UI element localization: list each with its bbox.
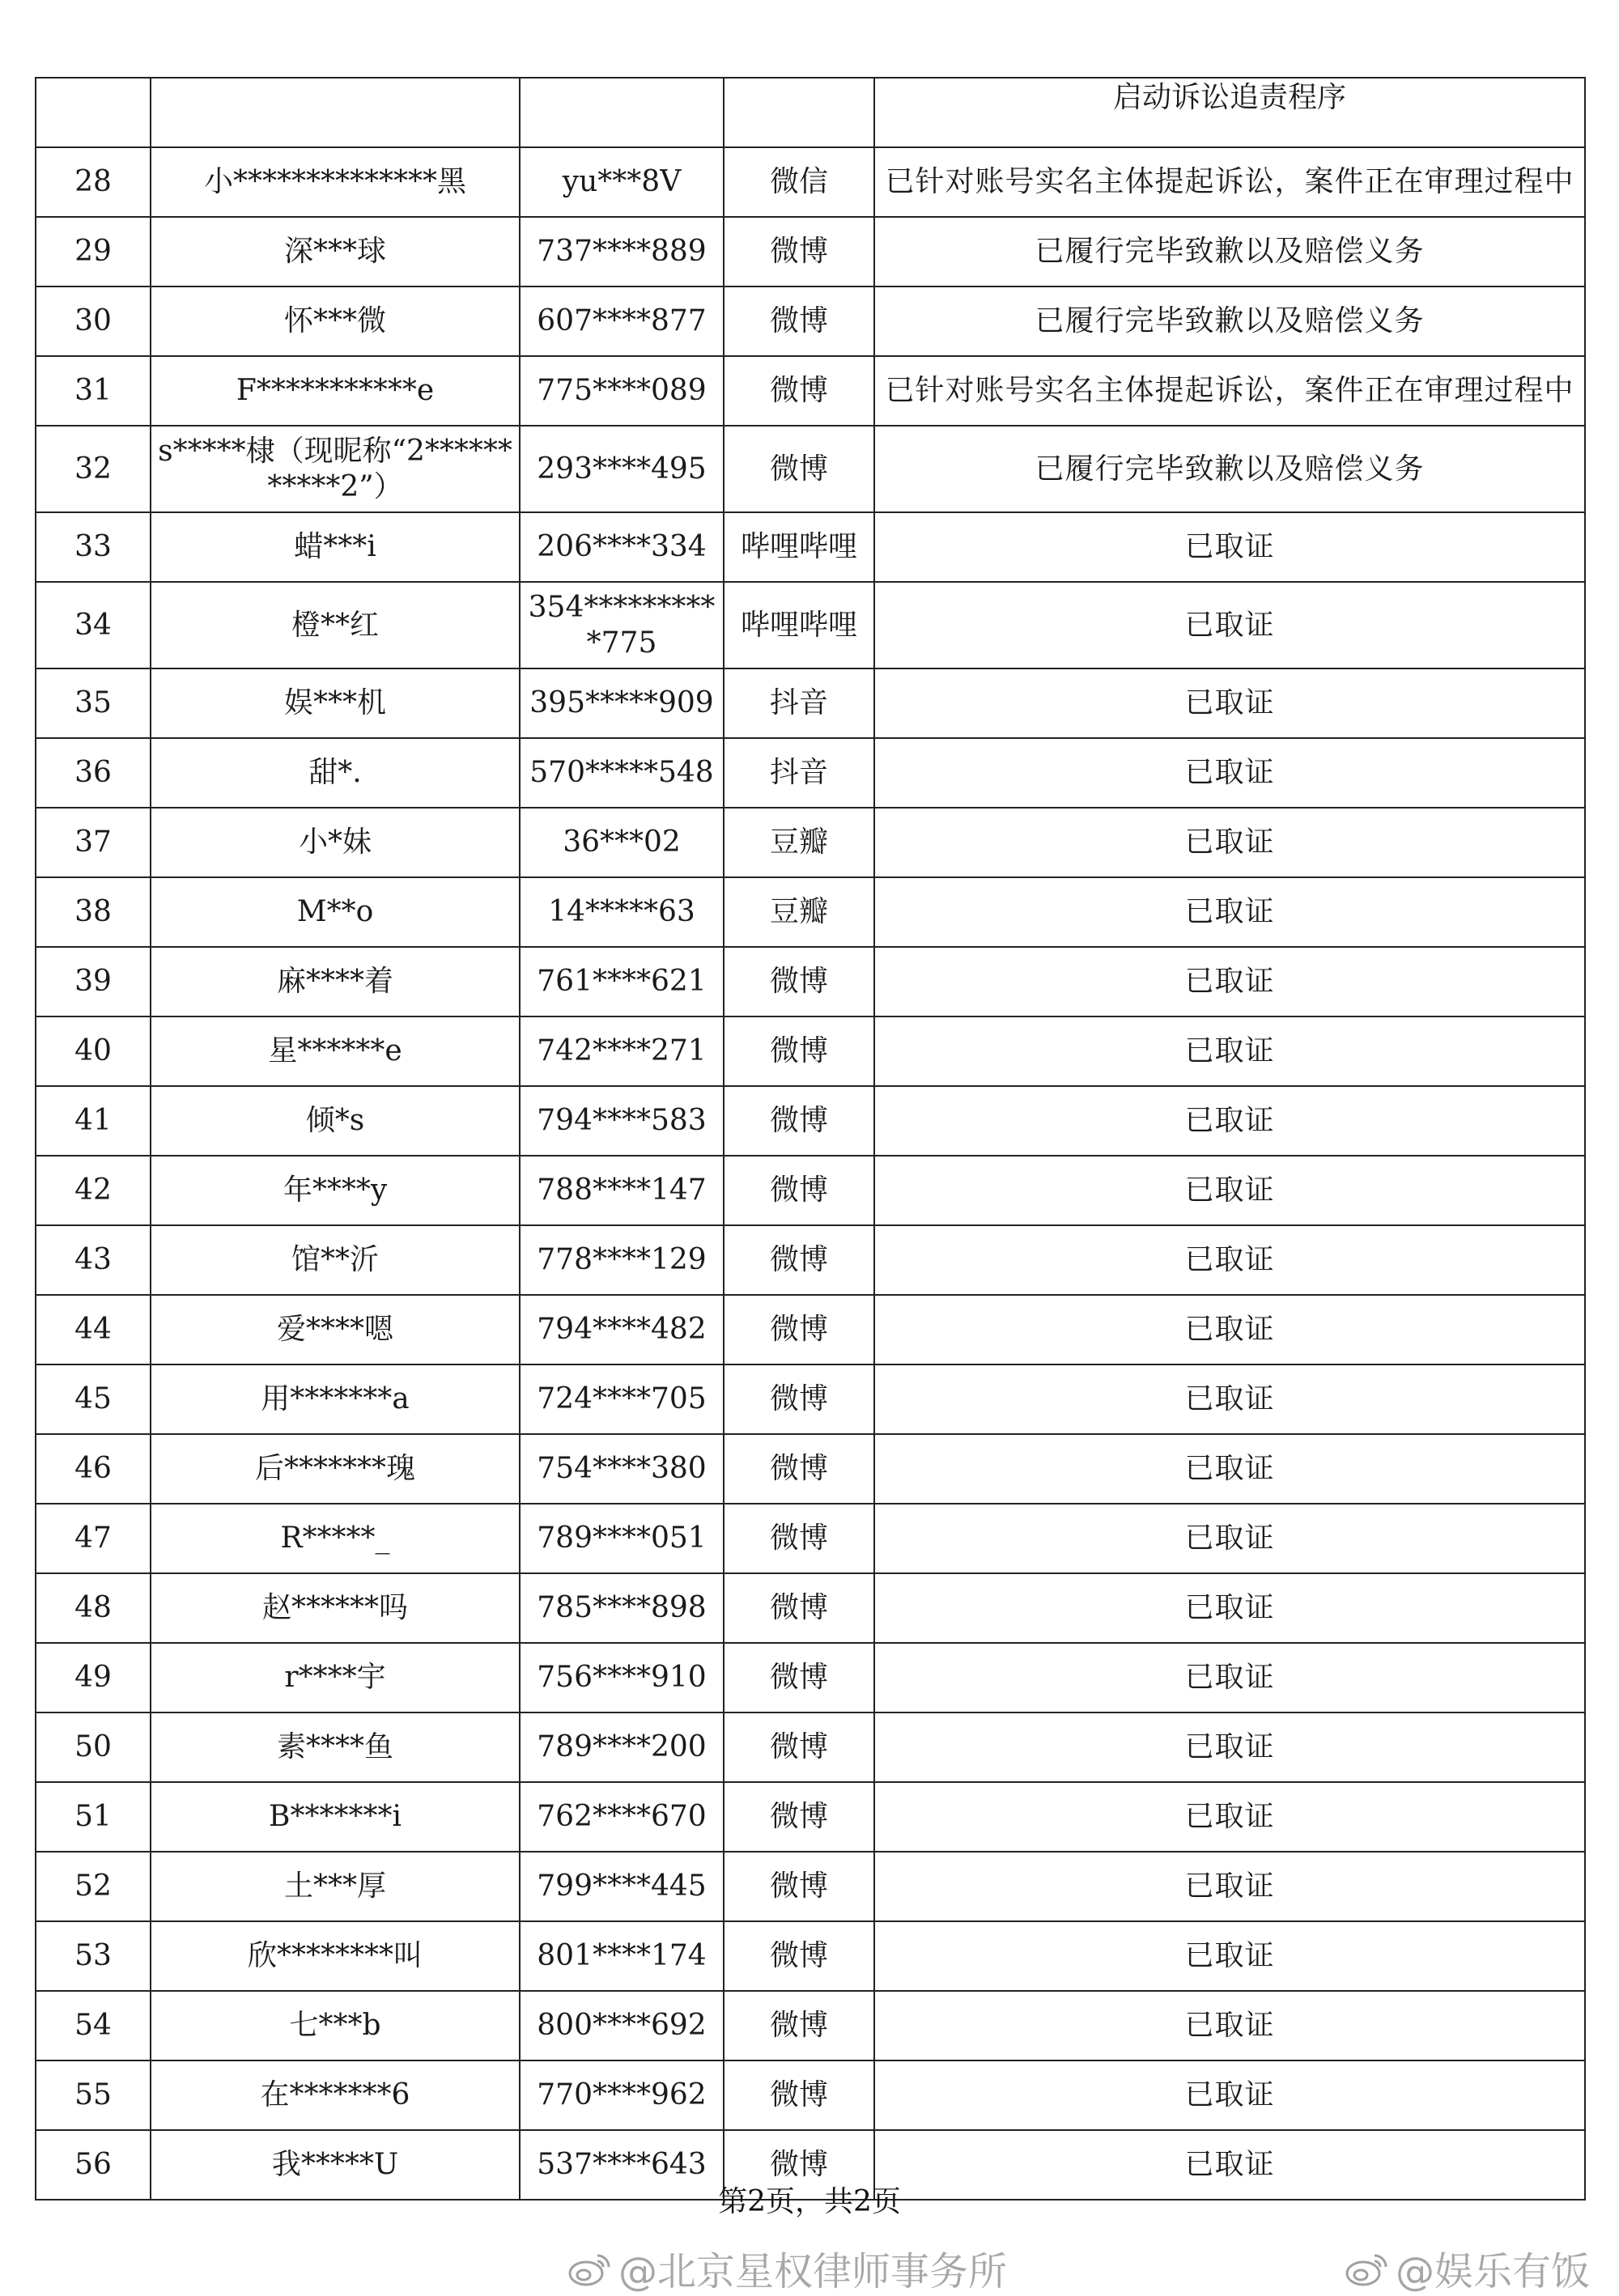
cell-result: 已取证 — [874, 1434, 1585, 1504]
cell-nickname: s*****棣（现昵称“2***********2”） — [151, 426, 520, 512]
cell-no: 43 — [36, 1225, 151, 1295]
cell-platform: 微信 — [724, 147, 874, 217]
cell-platform: 抖音 — [724, 668, 874, 738]
cell-result: 已针对账号实名主体提起诉讼，案件正在审理过程中 — [874, 147, 1585, 217]
table-row — [36, 1016, 1585, 1086]
table-row — [36, 1225, 1585, 1295]
cell-platform: 微博 — [724, 1156, 874, 1225]
cell-result: 已取证 — [874, 1225, 1585, 1295]
table-row — [36, 1086, 1585, 1156]
cell-platform: 微博 — [724, 1016, 874, 1086]
cell-no: 46 — [36, 1434, 151, 1504]
cell-no: 45 — [36, 1364, 151, 1434]
cell-nickname: r****宇 — [151, 1643, 520, 1712]
cell-uid: 775****089 — [520, 356, 724, 426]
cell-result: 已履行完毕致歉以及赔偿义务 — [874, 286, 1585, 356]
cell-no: 41 — [36, 1086, 151, 1156]
cell-uid: 789****051 — [520, 1504, 724, 1573]
cell-platform: 微博 — [724, 1782, 874, 1852]
cell-no: 31 — [36, 356, 151, 426]
cell-result: 已取证 — [874, 2060, 1585, 2130]
cell-platform: 微博 — [724, 2060, 874, 2130]
table-row — [36, 217, 1585, 286]
cell-no: 40 — [36, 1016, 151, 1086]
cell-result: 已取证 — [874, 877, 1585, 947]
cell-nickname: B*******i — [151, 1782, 520, 1852]
cell-platform: 豆瓣 — [724, 808, 874, 877]
table-row — [36, 1364, 1585, 1434]
cell-no: 56 — [36, 2130, 151, 2200]
table-row — [36, 1295, 1585, 1364]
cell-result: 已取证 — [874, 512, 1585, 582]
cell-result: 已取证 — [874, 2130, 1585, 2200]
cell-result: 已取证 — [874, 1782, 1585, 1852]
cell-no: 32 — [36, 426, 151, 512]
cell-no: 28 — [36, 147, 151, 217]
cell-nickname: 后*******瑰 — [151, 1434, 520, 1504]
table-row — [36, 286, 1585, 356]
cell-nickname: 小*妹 — [151, 808, 520, 877]
table-row — [36, 808, 1585, 877]
cell-no: 39 — [36, 947, 151, 1016]
cell-nickname: 麻****着 — [151, 947, 520, 1016]
cell-no: 35 — [36, 668, 151, 738]
cell-no: 36 — [36, 738, 151, 808]
cell-platform: 微博 — [724, 1504, 874, 1573]
watermark-text: @娱乐有饭 — [1396, 2249, 1591, 2294]
cell-result: 已取证 — [874, 582, 1585, 668]
cell-result: 已取证 — [874, 1016, 1585, 1086]
cell-uid: 788****147 — [520, 1156, 724, 1225]
cell-platform: 微博 — [724, 1643, 874, 1712]
cell-nickname: F***********e — [151, 356, 520, 426]
cell-nickname: 橙**红 — [151, 582, 520, 668]
cell-platform: 微博 — [724, 1712, 874, 1782]
cell-uid: 800****692 — [520, 1991, 724, 2060]
cell-platform: 微博 — [724, 1434, 874, 1504]
cell-result: 已履行完毕致歉以及赔偿义务 — [874, 217, 1585, 286]
cell-uid: 799****445 — [520, 1852, 724, 1921]
cell-platform: 豆瓣 — [724, 877, 874, 947]
cell-nickname: 素****鱼 — [151, 1712, 520, 1782]
cell-nickname: 土***厚 — [151, 1852, 520, 1921]
cell-no: 55 — [36, 2060, 151, 2130]
cell-uid: 14*****63 — [520, 877, 724, 947]
cell-no: 54 — [36, 1991, 151, 2060]
cell-no: 42 — [36, 1156, 151, 1225]
cell-uid: 762****670 — [520, 1782, 724, 1852]
cell-uid: 570*****548 — [520, 738, 724, 808]
header-cell-uid — [520, 78, 724, 147]
cell-no: 44 — [36, 1295, 151, 1364]
table-row — [36, 668, 1585, 738]
cell-uid: yu***8V — [520, 147, 724, 217]
watermark-lawfirm — [567, 2240, 1007, 2296]
header-row — [36, 78, 1585, 147]
cell-result: 已取证 — [874, 1991, 1585, 2060]
cell-platform: 微博 — [724, 1364, 874, 1434]
cell-no: 33 — [36, 512, 151, 582]
cell-uid: 756****910 — [520, 1643, 724, 1712]
cell-result: 已取证 — [874, 738, 1585, 808]
cell-result: 已取证 — [874, 1295, 1585, 1364]
cell-no: 50 — [36, 1712, 151, 1782]
cell-no: 48 — [36, 1573, 151, 1643]
cell-nickname: 爱****嗯 — [151, 1295, 520, 1364]
header-cell-platform — [724, 78, 874, 147]
table-row — [36, 356, 1585, 426]
cell-platform: 哔哩哔哩 — [724, 582, 874, 668]
cell-no: 38 — [36, 877, 151, 947]
table-row — [36, 1643, 1585, 1712]
cell-uid: 537****643 — [520, 2130, 724, 2200]
cell-uid: 801****174 — [520, 1921, 724, 1991]
cell-uid: 754****380 — [520, 1434, 724, 1504]
table-row — [36, 147, 1585, 217]
cell-no: 30 — [36, 286, 151, 356]
table-row — [36, 426, 1585, 512]
cell-uid: 794****583 — [520, 1086, 724, 1156]
table-row — [36, 512, 1585, 582]
cell-platform: 微博 — [724, 1225, 874, 1295]
table-row — [36, 582, 1585, 668]
cell-uid: 794****482 — [520, 1295, 724, 1364]
cell-no: 53 — [36, 1921, 151, 1991]
infringement-table — [35, 77, 1586, 2201]
cell-no: 47 — [36, 1504, 151, 1573]
cell-nickname: 甜*. — [151, 738, 520, 808]
cell-platform: 微博 — [724, 1991, 874, 2060]
cell-nickname: 馆**沂 — [151, 1225, 520, 1295]
cell-platform: 抖音 — [724, 738, 874, 808]
cell-platform: 微博 — [724, 286, 874, 356]
cell-result: 已取证 — [874, 1156, 1585, 1225]
table-row — [36, 2060, 1585, 2130]
cell-uid: 354**********775 — [520, 582, 724, 668]
cell-platform: 微博 — [724, 356, 874, 426]
header-cell-no — [36, 78, 151, 147]
cell-result: 已取证 — [874, 1573, 1585, 1643]
cell-uid: 395*****909 — [520, 668, 724, 738]
cell-uid: 789****200 — [520, 1712, 724, 1782]
watermark-account — [1344, 2240, 1590, 2296]
cell-uid: 742****271 — [520, 1016, 724, 1086]
cell-uid: 761****621 — [520, 947, 724, 1016]
cell-result: 已取证 — [874, 1086, 1585, 1156]
cell-uid: 293****495 — [520, 426, 724, 512]
cell-no: 29 — [36, 217, 151, 286]
cell-no: 34 — [36, 582, 151, 668]
cell-result: 已取证 — [874, 1852, 1585, 1921]
cell-uid: 778****129 — [520, 1225, 724, 1295]
cell-platform: 哔哩哔哩 — [724, 512, 874, 582]
header-cell-nickname — [151, 78, 520, 147]
table-body — [36, 78, 1585, 2200]
cell-no: 37 — [36, 808, 151, 877]
cell-nickname: 欣********叫 — [151, 1921, 520, 1991]
weibo-icon — [1344, 2249, 1389, 2288]
table-row — [36, 1573, 1585, 1643]
cell-nickname: 倾*s — [151, 1086, 520, 1156]
cell-nickname: 七***b — [151, 1991, 520, 2060]
cell-nickname: 年****y — [151, 1156, 520, 1225]
cell-nickname: R*****_ — [151, 1504, 520, 1573]
cell-result: 已取证 — [874, 947, 1585, 1016]
cell-nickname: 赵******吗 — [151, 1573, 520, 1643]
cell-result: 已取证 — [874, 808, 1585, 877]
cell-nickname: 在*******6 — [151, 2060, 520, 2130]
table-row — [36, 1504, 1585, 1573]
cell-platform: 微博 — [724, 1852, 874, 1921]
cell-nickname: M**o — [151, 877, 520, 947]
cell-platform: 微博 — [724, 217, 874, 286]
cell-platform: 微博 — [724, 1295, 874, 1364]
cell-nickname: 星******e — [151, 1016, 520, 1086]
table-row — [36, 1852, 1585, 1921]
cell-uid: 724****705 — [520, 1364, 724, 1434]
cell-nickname: 怀***微 — [151, 286, 520, 356]
table-row — [36, 1156, 1585, 1225]
cell-result: 已取证 — [874, 1504, 1585, 1573]
table-row — [36, 1782, 1585, 1852]
page-footer: 第2页，共2页 — [718, 2185, 901, 2218]
cell-nickname: 蜡***i — [151, 512, 520, 582]
table-row — [36, 877, 1585, 947]
table-row — [36, 947, 1585, 1016]
cell-no: 52 — [36, 1852, 151, 1921]
header-cell-result: 启动诉讼追责程序 — [874, 78, 1585, 147]
cell-result: 已取证 — [874, 1921, 1585, 1991]
cell-uid: 206****334 — [520, 512, 724, 582]
cell-no: 49 — [36, 1643, 151, 1712]
weibo-icon — [567, 2249, 612, 2288]
cell-result: 已履行完毕致歉以及赔偿义务 — [874, 426, 1585, 512]
cell-uid: 785****898 — [520, 1573, 724, 1643]
cell-nickname: 小**************黑 — [151, 147, 520, 217]
cell-uid: 36***02 — [520, 808, 724, 877]
table-row — [36, 738, 1585, 808]
cell-result: 已针对账号实名主体提起诉讼，案件正在审理过程中 — [874, 356, 1585, 426]
cell-uid: 737****889 — [520, 217, 724, 286]
cell-uid: 607****877 — [520, 286, 724, 356]
cell-platform: 微博 — [724, 947, 874, 1016]
cell-result: 已取证 — [874, 668, 1585, 738]
cell-platform: 微博 — [724, 2130, 874, 2200]
table-row — [36, 1921, 1585, 1991]
table-row — [36, 1712, 1585, 1782]
cell-uid: 770****962 — [520, 2060, 724, 2130]
cell-nickname: 深***球 — [151, 217, 520, 286]
cell-nickname: 我*****U — [151, 2130, 520, 2200]
cell-result: 已取证 — [874, 1643, 1585, 1712]
cell-platform: 微博 — [724, 426, 874, 512]
cell-result: 已取证 — [874, 1712, 1585, 1782]
cell-platform: 微博 — [724, 1921, 874, 1991]
table-row — [36, 1991, 1585, 2060]
cell-no: 51 — [36, 1782, 151, 1852]
table-row — [36, 1434, 1585, 1504]
cell-nickname: 娱***机 — [151, 668, 520, 738]
cell-nickname: 用*******a — [151, 1364, 520, 1434]
cell-platform: 微博 — [724, 1086, 874, 1156]
cell-result: 已取证 — [874, 1364, 1585, 1434]
cell-platform: 微博 — [724, 1573, 874, 1643]
watermark-text: @北京星权律师事务所 — [618, 2249, 1008, 2294]
